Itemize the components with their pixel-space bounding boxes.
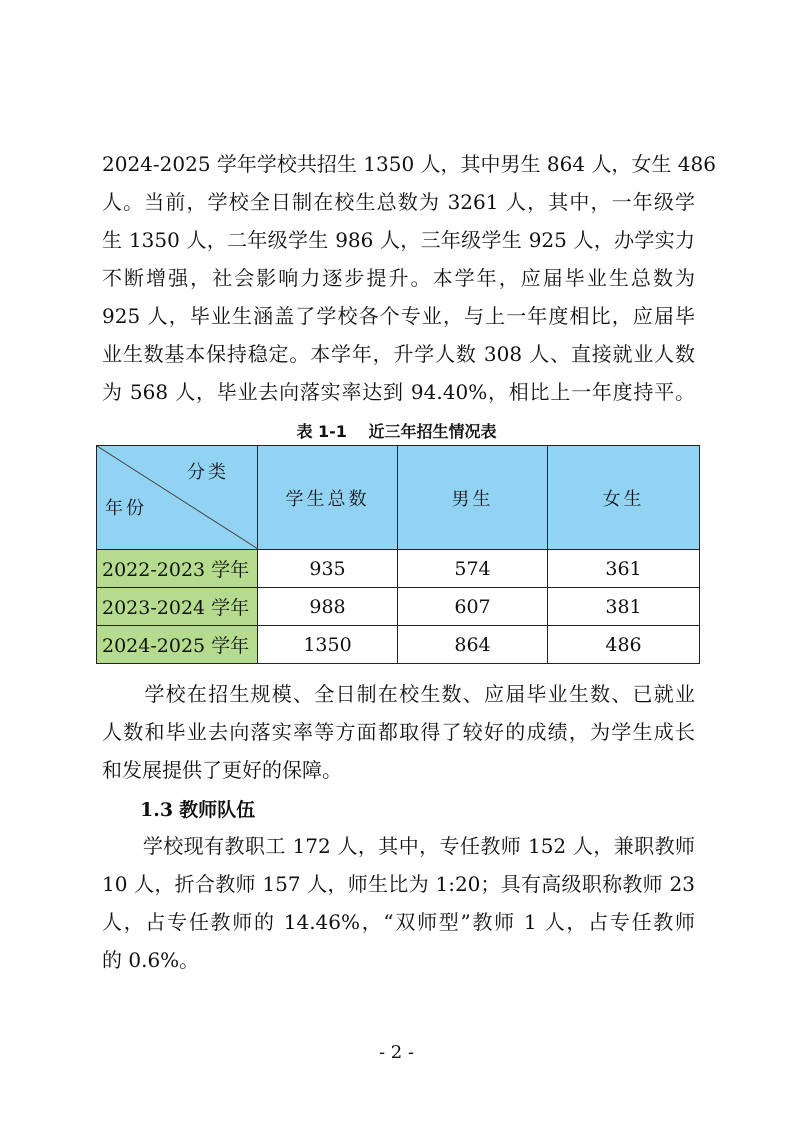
- table-caption-title: 近三年招生情况表: [368, 422, 497, 441]
- row-year: 2022-2023 学年: [97, 550, 258, 588]
- row-total: 935: [258, 550, 398, 588]
- text-line: 人数和毕业去向落实率等方面都取得了较好的成绩，为学生成长: [102, 720, 695, 744]
- table-row: [97, 550, 700, 588]
- row-male: 607: [398, 588, 548, 626]
- table-row: [97, 588, 700, 626]
- enrollment-table: [96, 445, 700, 664]
- text-line: 925 人，毕业生涵盖了学校各个专业，与上一年度相比，应届毕: [102, 304, 695, 328]
- row-female: 381: [548, 588, 700, 626]
- page-number: - 2 -: [378, 1042, 415, 1063]
- row-total: 1350: [258, 626, 398, 664]
- row-total: 988: [258, 588, 398, 626]
- table-caption-number: 表 1-1: [296, 422, 347, 441]
- section-heading: [140, 795, 255, 822]
- table-row: [97, 626, 700, 664]
- section-number: 1.3: [140, 799, 174, 821]
- text-line: 10 人，折合教师 157 人，师生比为 1:20；具有高级职称教师 23: [102, 872, 695, 896]
- section-title: 教师队伍: [179, 799, 256, 821]
- text-line: 为 568 人，毕业去向落实率达到 94.40%，相比上一年度持平。: [102, 380, 695, 404]
- text-line: 不断增强，社会影响力逐步提升。本学年，应届毕业生总数为: [102, 266, 695, 290]
- corner-header-cell: [97, 446, 258, 550]
- text-line: 生 1350 人，二年级学生 986 人，三年级学生 925 人，办学实力: [102, 228, 695, 252]
- row-year: 2023-2024 学年: [97, 588, 258, 626]
- header-female: 女生: [548, 446, 700, 550]
- text-line: 学校现有教职工 172 人，其中，专任教师 152 人，兼职教师: [102, 834, 695, 858]
- table-header-row: [97, 446, 700, 550]
- text-line: 业生数基本保持稳定。本学年，升学人数 308 人、直接就业人数: [102, 342, 695, 366]
- table-caption: [0, 419, 793, 442]
- text-line: 人，占专任教师的 14.46%，“双师型”教师 1 人，占专任教师: [102, 910, 695, 934]
- header-male: 男生: [398, 446, 548, 550]
- text-line: 和发展提供了更好的保障。: [102, 758, 342, 782]
- corner-category-label: 分类: [187, 462, 229, 483]
- header-total: 学生总数: [258, 446, 398, 550]
- text-line: 人。当前，学校全日制在校生总数为 3261 人，其中，一年级学: [102, 190, 695, 214]
- row-male: 864: [398, 626, 548, 664]
- text-line: 2024-2025 学年学校共招生 1350 人，其中男生 864 人，女生 486: [102, 152, 716, 176]
- corner-year-label: 年份: [105, 498, 147, 519]
- row-female: 361: [548, 550, 700, 588]
- text-line: 的 0.6%。: [102, 948, 200, 972]
- row-year: 2024-2025 学年: [97, 626, 258, 664]
- text-line: 学校在招生规模、全日制在校生数、应届毕业生数、已就业: [102, 682, 695, 706]
- row-male: 574: [398, 550, 548, 588]
- row-female: 486: [548, 626, 700, 664]
